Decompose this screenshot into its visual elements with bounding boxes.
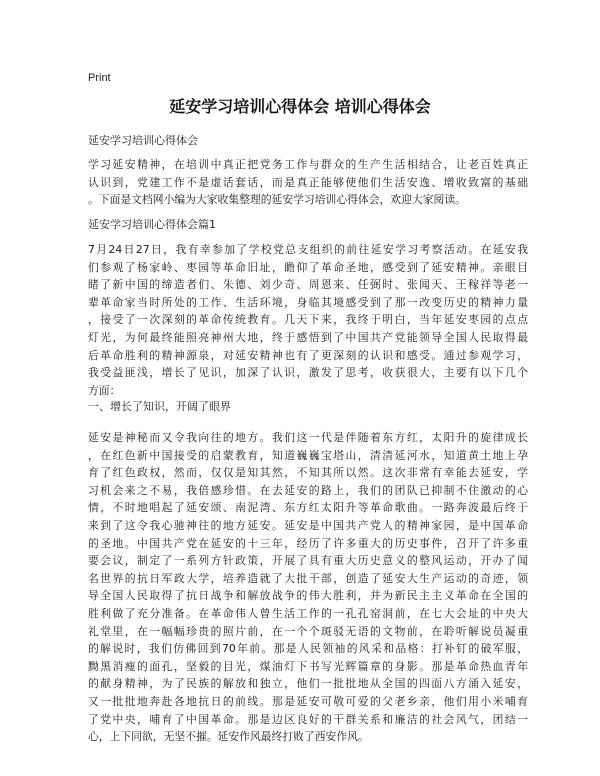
- point1-line: 来到了这令我心驰神往的地方延安。延安是中国共产党人的精神家园，是中国革命: [88, 518, 528, 532]
- point-heading: 一、增长了知识，开阔了眼界: [88, 400, 231, 413]
- page-title: 延安学习培训心得体会 培训心得体会: [169, 97, 431, 116]
- point1-line: 情，不时地唱起了延安颂、南泥湾、东方红太阳升等革命歌曲。一路奔波最后终于: [88, 501, 528, 515]
- point1-line: 礼堂里，在一幅幅珍贵的照片前，在一个个斑驳无语的文物前，在聆听解说员凝重: [88, 624, 528, 638]
- point1-heading-block: [88, 400, 528, 414]
- section1-line: 我受益匪浅，增长了见识，加深了认识，激发了思考，收获很大，主要有以下几个: [88, 366, 528, 380]
- point1-line: 延安是神秘而又令我向往的地方。我们这一代是伴随着东方红，太阳升的旋律成长: [88, 431, 528, 444]
- point1-line: 的圣地。中国共产党在延安的十三年，经历了许多重大的历史事件，召开了许多重: [88, 536, 528, 550]
- section1-line: 睹了新中国的缔造者们、朱德、刘少奇、周恩来、任弼时、张闻天、王稼祥等老一: [88, 278, 528, 292]
- article-subtitle: 延安学习培训心得体会: [88, 134, 198, 147]
- section1-line: ，接受了一次深刻的革命传统教育。几天下来，我终于明白，当年延安枣园的点点: [88, 313, 528, 327]
- print-link[interactable]: Print: [88, 72, 111, 84]
- point1-line: 育了红色政权，然而，仅仅是知其然，不知其所以然。这次非常有幸能去延安，学: [88, 466, 528, 480]
- section1-line: 后革命胜利的精神源泉，对延安精神也有了更深刻的认识和感受。通过参观学习，: [88, 348, 528, 362]
- intro-line: 认识到，党建工作不是虚话套话，而是真正能够使他们生活安逸、增收致富的基础: [88, 175, 528, 189]
- section1-text: [88, 241, 528, 399]
- intro-text: [88, 156, 528, 209]
- intro-line: 。下面是文档网小编为大家收集整理的延安学习培训心得体会，欢迎大家阅读。: [88, 193, 466, 207]
- point1-line: 的献身精神，为了民族的解放和独立，他们一批批地从全国的四面八方涌入延安，: [88, 677, 528, 691]
- intro-paragraph: [88, 156, 528, 209]
- section-heading: 延安学习培训心得体会篇1: [88, 218, 216, 231]
- section1-paragraph: [88, 241, 528, 399]
- point1-line: 心，上下同欲，无坚不摧。延安作风最终打败了西安作风。: [88, 730, 369, 744]
- section1-line: 灯光，为何最终能照亮神州大地，终于感悟到了中国共产党能领导全国人民取得最: [88, 330, 528, 344]
- point1-line: 名世界的抗日军政大学，培养造就了大批干部，创造了延安大生产运动的奇迹，领: [88, 571, 528, 585]
- point1-line: 了党中央，哺育了中国革命。那是边区良好的干群关系和廉洁的社会风气，团结一: [88, 712, 528, 726]
- point1-line: ，在红色新中国接受的启蒙教育，知道巍巍宝塔山，清清延河水，知道黄土地上孕: [88, 448, 528, 462]
- point1-line: 要会议，制定了一系列方针政策，开展了具有重大历史意义的整风运动，开办了闻: [88, 554, 528, 568]
- point1-text: [88, 429, 528, 746]
- point1-line: 的解说时，我们仿佛回到70年前。那是人民领袖的风采和品格：打补钉的破军服，: [88, 642, 528, 656]
- point1-paragraph: [88, 429, 528, 746]
- section1-line: 方面：: [88, 383, 121, 397]
- section1-line: 7月24日27日，我有幸参加了学校党总支组织的前往延安学习考察活动。在延安我: [88, 243, 528, 256]
- section1-line: 们参观了杨家岭、枣园等革命旧址，瞻仰了革命圣地，感受到了延安精神。亲眼目: [88, 260, 528, 274]
- section1-heading-block: [88, 218, 528, 232]
- point1-line: 导全国人民取得了抗日战争和解放战争的伟大胜利，并为新民主主义革命在全国的: [88, 589, 528, 603]
- point1-line: 黝黑消瘦的面孔，坚毅的目光，煤油灯下书写光辉篇章的身影。那是革命热血青年: [88, 659, 528, 673]
- point1-line: 胜利做了充分准备。在革命伟人曾生活工作的一孔孔窑洞前，在七大会址的中央大: [88, 606, 528, 620]
- point1-line: 又一批批地奔赴各地抗日的前线。那是延安可敬可爱的父老乡亲，他们用小米哺育: [88, 694, 528, 708]
- section1-line: 辈革命家当时所处的工作、生活环境，身临其境感受到了那一改变历史的精神力量: [88, 295, 528, 309]
- point1-line: 习机会来之不易，我倍感珍惜。在去延安的路上，我们的团队已抑制不住激动的心: [88, 483, 528, 497]
- subtitle-block: [88, 134, 528, 148]
- intro-line: 学习延安精神，在培训中真正把党务工作与群众的生产生活相结合，让老百姓真正: [88, 158, 528, 171]
